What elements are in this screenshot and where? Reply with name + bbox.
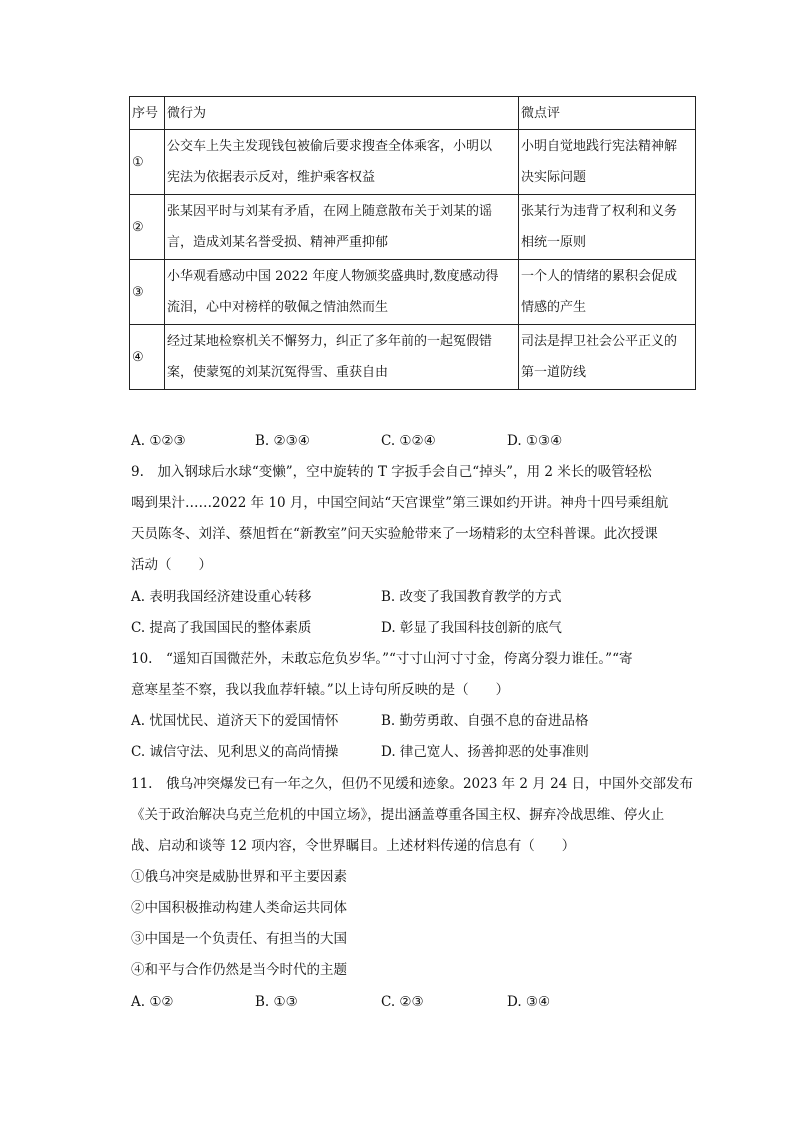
- q9-option-c[interactable]: C. 提高了我国国民的整体素质: [131, 620, 312, 636]
- q11-option-c[interactable]: C. ②③: [381, 994, 424, 1010]
- table-row: [130, 130, 696, 195]
- q8-option-d[interactable]: D. ①③④: [507, 433, 563, 449]
- q10-option-c[interactable]: C. 诚信守法、见利思义的高尚情操: [131, 744, 339, 760]
- row-comment: 小明自觉地践行宪法精神解 决实际问题: [519, 130, 696, 195]
- row-number: ①: [130, 130, 165, 195]
- q11-statement: ①俄乌冲突是威胁世界和平主要因素: [131, 869, 347, 885]
- q8-option-b[interactable]: B. ②③④: [255, 433, 310, 449]
- q11-statement: ③中国是一个负责任、有担当的大国: [131, 931, 347, 947]
- row-comment: 司法是捍卫社会公平正义的 第一道防线: [519, 325, 696, 390]
- q11-option-a[interactable]: A. ①②: [131, 994, 174, 1010]
- table-row: [130, 195, 696, 260]
- header-behavior: 微行为: [165, 97, 519, 130]
- row-comment: 张某行为违背了权利和义务 相统一原则: [519, 195, 696, 260]
- q9-stem-line: 天员陈冬、刘洋、蔡旭哲在“新教室”问天实验舱带来了一场精彩的太空科普课。此次授课: [131, 526, 658, 542]
- header-comment: 微点评: [519, 97, 696, 130]
- q11-stem-line: 《关于政治解决乌克兰危机的中国立场》，提出涵盖尊重各国主权、摒弃冷战思维、停火止: [131, 807, 665, 823]
- q10-option-d[interactable]: D. 律己宽人、扬善抑恶的处事准则: [381, 744, 589, 760]
- q11-option-b[interactable]: B. ①③: [255, 994, 298, 1010]
- row-number: ④: [130, 325, 165, 390]
- row-number: ③: [130, 260, 165, 325]
- row-behavior: 小华观看感动中国 2022 年度人物颁奖盛典时,数度感动得 流泪，心中对榜样的敬佩之情油然而生: [165, 260, 519, 325]
- q10-option-b[interactable]: B. 勤劳勇敢、自强不息的奋进品格: [381, 713, 589, 729]
- q11-stem-line: 战、启动和谈等 12 项内容，令世界瞩目。上述材料传递的信息有（ ）: [131, 838, 576, 854]
- row-comment: 一个人的情绪的累积会促成 情感的产生: [519, 260, 696, 325]
- q11-statement: ④和平与合作仍然是当今时代的主题: [131, 962, 347, 978]
- q9-stem-line: 活动（ ）: [131, 557, 212, 573]
- q10-option-a[interactable]: A. 忧国忧民、道济天下的爱国情怀: [131, 713, 339, 729]
- q9-option-d[interactable]: D. 彰显了我国科技创新的底气: [381, 620, 562, 636]
- q10-stem-line: 10. “遥知百国微茫外，未敢忘危负岁华。”“寸寸山河寸寸金，侉离分裂力谁任。”“寄: [131, 651, 633, 667]
- q8-option-a[interactable]: A. ①②③: [131, 433, 186, 449]
- q9-option-b[interactable]: B. 改变了我国教育教学的方式: [381, 589, 562, 605]
- q9-stem-line: 9. 加入钢球后水球“变懒”，空中旋转的 T 字扳手会自己“掉头”，用 2 米长的吸管轻松: [131, 464, 652, 480]
- q11-stem-line: 11. 俄乌冲突爆发已有一年之久，但仍不见缓和迹象。2023 年 2 月 24 日，中国外交部发布: [131, 776, 694, 792]
- table-row: [130, 325, 696, 390]
- q8-option-c[interactable]: C. ①②④: [381, 433, 436, 449]
- q11-statement: ②中国积极推动构建人类命运共同体: [131, 900, 347, 916]
- q11-option-d[interactable]: D. ③④: [507, 994, 551, 1010]
- row-behavior: 张某因平时与刘某有矛盾，在网上随意散布关于刘某的谣 言，造成刘某名誉受损、精神严重抑郁: [165, 195, 519, 260]
- row-number: ②: [130, 195, 165, 260]
- table-header-row: [130, 97, 696, 130]
- q9-option-a[interactable]: A. 表明我国经济建设重心转移: [131, 589, 312, 605]
- comparison-table: [129, 96, 696, 390]
- header-number: 序号: [130, 97, 165, 130]
- table-row: [130, 260, 696, 325]
- row-behavior: 经过某地检察机关不懈努力，纠正了多年前的一起冤假错 案，使蒙冤的刘某沉冤得雪、重获自由: [165, 325, 519, 390]
- row-behavior: 公交车上失主发现钱包被偷后要求搜查全体乘客，小明以 宪法为依据表示反对，维护乘客权益: [165, 130, 519, 195]
- q9-stem-line: 喝到果汁……2022 年 10 月，中国空间站“天宫课堂”第三课如约开讲。神舟十四号乘组航: [131, 495, 669, 511]
- q10-stem-line: 意寒星荃不察，我以我血荐轩辕。”以上诗句所反映的是（ ）: [131, 682, 510, 698]
